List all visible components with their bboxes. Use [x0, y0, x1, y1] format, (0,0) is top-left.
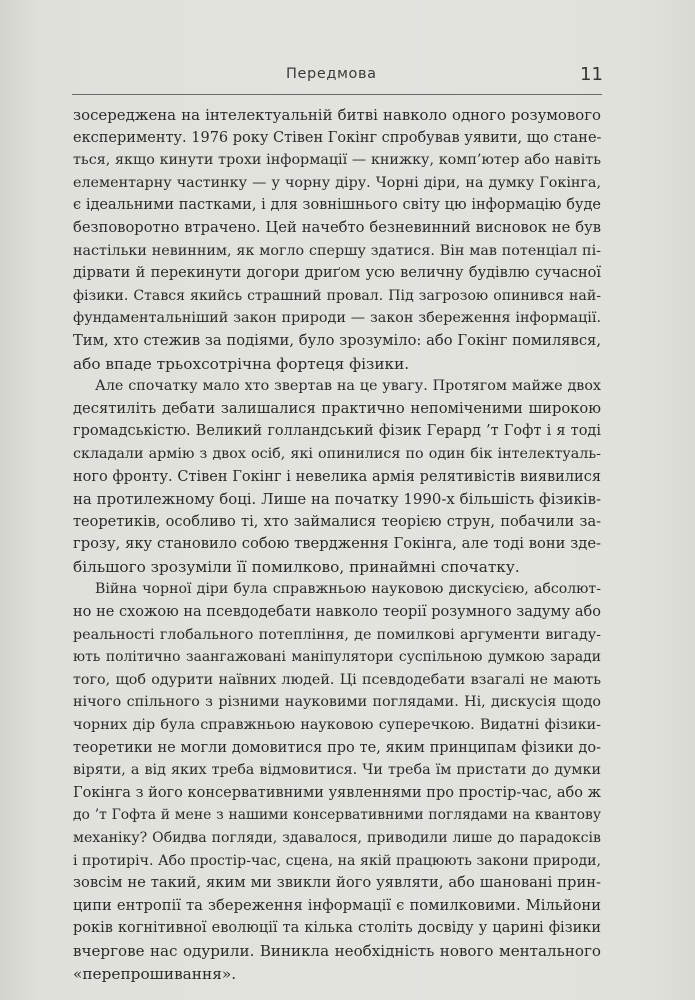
text-line: грозу, яку становило собою твердження Гокінга, але тоді вони зде- — [73, 535, 601, 553]
text-line: віряти, а від яких треба відмовитися. Чи треба їм пристати до думки — [73, 762, 601, 779]
text-line: теоретики не могли домовитися про те, яким принципам фізики до- — [73, 739, 601, 756]
text-line: десятиліть дебати залишалися практично непоміченими широкою — [73, 399, 601, 417]
text-line: або впаде трьохсотрічна фортеця фізики. — [73, 354, 410, 373]
page-number: 11 — [580, 64, 603, 85]
running-head: Передмова — [286, 66, 377, 82]
text-line: но не схожою на псевдодебати навколо теорії розумного задуму або — [73, 604, 601, 621]
paragraph-3 — [73, 578, 601, 985]
text-line: настільки невинним, як могло спершу здатися. Він мав потенціал пі- — [73, 242, 601, 259]
text-line: ципи ентропії та збереження інформації є помилковими. Мільйони — [73, 896, 601, 914]
text-line: до ’т Гофта й мене з нашими консервативними поглядами на квантову — [73, 807, 601, 824]
text-line: вчергове нас одурили. Виникла необхідність нового ментального — [73, 941, 601, 960]
text-line: на протилежному боці. Лише на початку 1990-х більшість фізиків- — [73, 490, 601, 509]
text-line: Тим, хто стежив за подіями, було зрозуміло: або Гокінг помилявся, — [73, 331, 601, 349]
body-text — [73, 104, 601, 985]
text-line: безповоротно втрачено. Цей начебто безневинний висновок не був — [73, 218, 601, 236]
text-line: громадськістю. Великий голландський фізик Герард ’т Гофт і я тоді — [73, 423, 601, 440]
text-line: реальності глобального потепління, де помилкові аргументи вигаду- — [73, 626, 601, 643]
text-line: ного фронту. Стівен Гокінг і невелика армія релятивістів виявилися — [73, 468, 601, 485]
header-rule — [72, 94, 602, 95]
page-header — [0, 0, 695, 100]
text-line: складали армію з двох осіб, які опинилися по один бік інтелектуаль- — [73, 445, 601, 462]
paragraph-2 — [73, 375, 601, 578]
text-line: фізики. Стався якийсь страшний провал. Під загрозою опинився най- — [73, 287, 601, 304]
text-line: Війна чорної діри була справжньою науковою дискусією, абсолют- — [95, 581, 601, 598]
text-line: нічого спільного з різними науковими поглядами. Ні, дискусія щодо — [73, 694, 601, 711]
text-line: фундаментальніший закон природи — закон збереження інформації. — [73, 310, 601, 327]
text-line: ться, якщо кинути трохи інформації — книжку, комп’ютер або навіть — [73, 152, 601, 169]
text-line: і протиріч. Або простір-час, сцена, на якій працюють закони природи, — [73, 852, 601, 869]
text-line: Але спочатку мало хто звертав на це увагу. Протягом майже двох — [95, 378, 601, 395]
text-line: теоретиків, особливо ті, хто займалися теорією струн, побачили за- — [73, 513, 601, 530]
text-line: експерименту. 1976 року Стівен Гокінг спробував уявити, що стане- — [73, 129, 602, 146]
text-line: «перепрошивання». — [73, 964, 237, 983]
text-line: є ідеальними пастками, і для зовнішнього світу цю інформацію буде — [73, 197, 601, 214]
paragraph-1 — [73, 104, 601, 375]
text-line: років когнітивної еволюції та кілька століть досвіду у царині фізики — [73, 920, 601, 937]
text-line: механіку? Обидва погляди, здавалося, приводили лише до парадоксів — [73, 830, 601, 846]
text-line: Гокінга з його консервативними уявленнями про простір-час, або ж — [73, 784, 601, 801]
text-line: того, щоб одурити наївних людей. Ці псевдодебати взагалі не мають — [73, 671, 601, 688]
text-line: зосереджена на інтелектуальній битві навколо одного розумового — [73, 106, 601, 124]
text-line: елементарну частинку — у чорну діру. Чорні діри, на думку Гокінга, — [73, 174, 601, 191]
text-line: ють політично заангажовані маніпулятори суспільною думкою заради — [73, 649, 601, 666]
text-line: дірвати й перекинути догори дриґом усю величну будівлю сучасної — [73, 265, 601, 282]
text-line: більшого зрозуміли її помилково, принаймні спочатку. — [73, 557, 520, 576]
text-line: чорних дір була справжньою науковою суперечкою. Видатні фізики- — [73, 717, 601, 734]
text-line: зовсім не такий, яким ми звикли його уявляти, або шановані прин- — [73, 874, 601, 892]
